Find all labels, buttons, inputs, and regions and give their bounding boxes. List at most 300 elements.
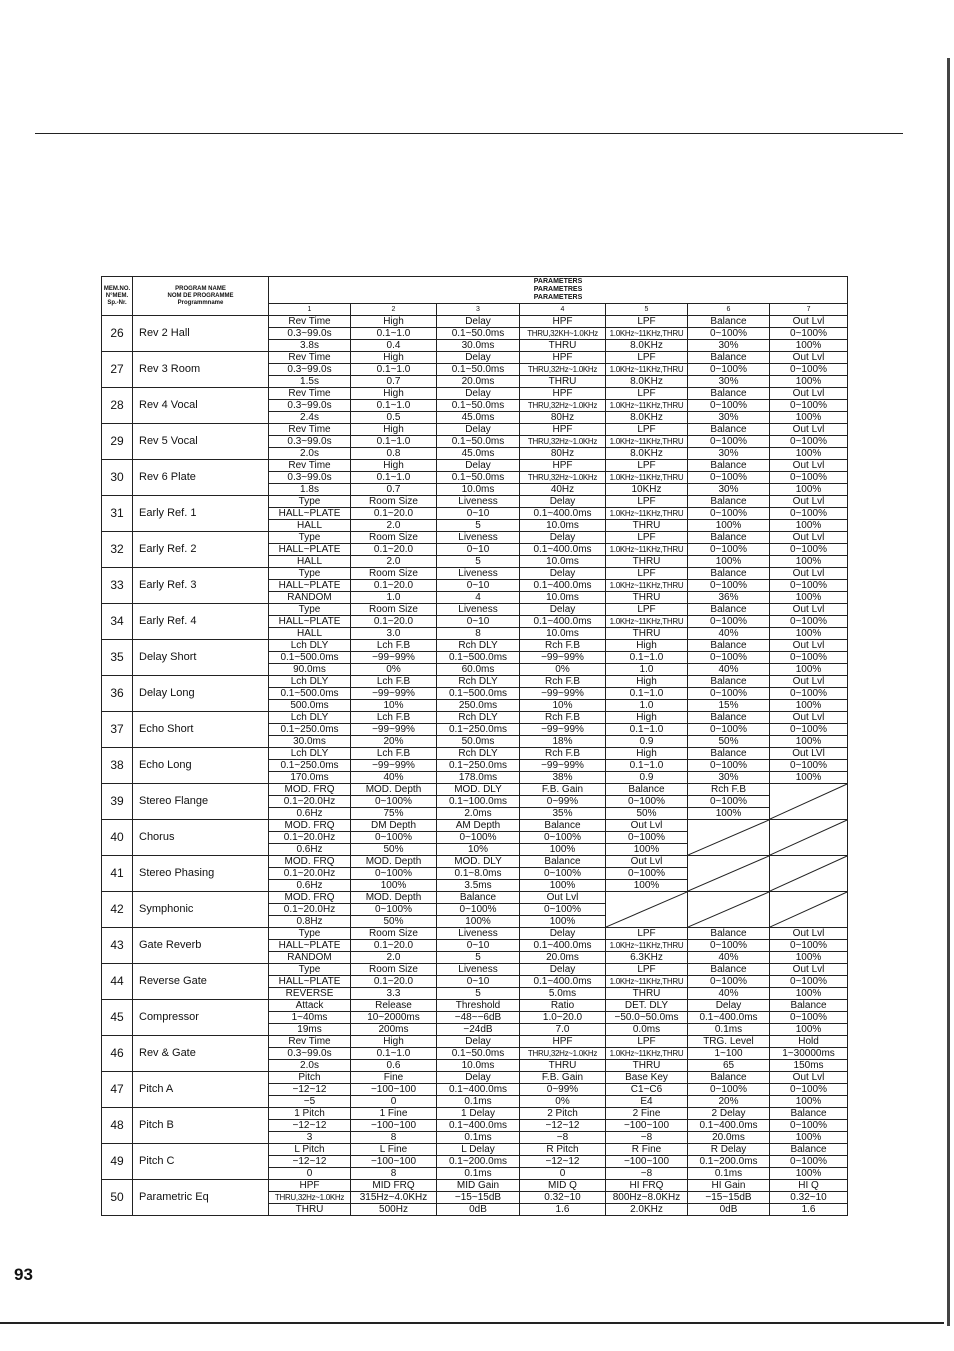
- parameter-cell: 100%: [770, 556, 848, 568]
- parameter-cell: HPF: [520, 388, 606, 400]
- parameter-cell: −48~−6dB: [437, 1012, 520, 1024]
- parameter-cell: 0.1~100.0ms: [437, 796, 520, 808]
- parameter-cell: HALL~PLATE: [269, 580, 351, 592]
- mem-number: 37: [102, 712, 133, 748]
- parameter-cell: MOD. DLY: [437, 856, 520, 868]
- parameter-cell: 20.0ms: [520, 952, 606, 964]
- table-row: [102, 640, 848, 652]
- unused-parameter-cell: [770, 784, 848, 820]
- parameter-cell: F.B. Gain: [520, 784, 606, 796]
- mem-number: 33: [102, 568, 133, 604]
- parameter-cell: −12~12: [269, 1120, 351, 1132]
- parameter-cell: −99~99%: [520, 688, 606, 700]
- parameter-cell: Delay: [437, 1072, 520, 1084]
- parameter-cell: RANDOM: [269, 592, 351, 604]
- parameter-cell: Lch F.B: [351, 640, 437, 652]
- mem-number: 47: [102, 1072, 133, 1108]
- parameter-cell: 8.0KHz: [606, 412, 688, 424]
- parameter-cell: 1.0KHz~11KHz,THRU: [606, 940, 688, 952]
- parameter-cell: LPF: [606, 568, 688, 580]
- parameter-cell: −100~100: [606, 1120, 688, 1132]
- unused-parameter-cell: [770, 892, 848, 928]
- parameter-cell: Out Lvl: [606, 856, 688, 868]
- program-name-header: [133, 277, 269, 316]
- parameter-cell: 2.0ms: [437, 808, 520, 820]
- parameter-cell: 0~100%: [351, 832, 437, 844]
- parameter-cell: L Fine: [351, 1144, 437, 1156]
- table-row: [102, 532, 848, 544]
- parameter-cell: 100%: [437, 916, 520, 928]
- parameter-cell: −99~99%: [351, 760, 437, 772]
- parameter-cell: 100%: [520, 916, 606, 928]
- parameter-cell: MOD. FRQ: [269, 892, 351, 904]
- parameter-cell: 100%: [606, 844, 688, 856]
- parameter-cell: 8.0KHz: [606, 448, 688, 460]
- parameter-cell: 30.0ms: [437, 340, 520, 352]
- parameter-cell: 0~100%: [520, 832, 606, 844]
- parameter-cell: HPF: [520, 316, 606, 328]
- parameter-cell: Type: [269, 532, 351, 544]
- parameter-cell: 1.0KHz~11KHz,THRU: [606, 580, 688, 592]
- parameter-cell: THRU: [520, 340, 606, 352]
- parameter-cell: 2.0: [351, 952, 437, 964]
- parameter-cell: 0~100%: [437, 904, 520, 916]
- parameter-cell: 3.0: [351, 628, 437, 640]
- parameter-cell: 0.1~400.0ms: [437, 1120, 520, 1132]
- parameter-cell: LPF: [606, 928, 688, 940]
- parameter-cell: 0.3~99.0s: [269, 328, 351, 340]
- parameter-cell: 2.0: [351, 556, 437, 568]
- mem-number: 42: [102, 892, 133, 928]
- parameter-cell: 0.1~200.0ms: [688, 1156, 770, 1168]
- parameter-cell: 0dB: [437, 1204, 520, 1216]
- parameter-cell: 0.1~400.0ms: [520, 544, 606, 556]
- parameter-cell: 0.8Hz: [269, 916, 351, 928]
- column-number: 5: [606, 304, 688, 316]
- program-name: Delay Long: [133, 676, 269, 712]
- parameter-cell: 2 Fine: [606, 1108, 688, 1120]
- program-name: Pitch B: [133, 1108, 269, 1144]
- unused-parameter-cell: [770, 856, 848, 892]
- parameter-cell: 0.1ms: [688, 1168, 770, 1180]
- parameter-cell: 20%: [688, 1096, 770, 1108]
- parameter-cell: THRU: [269, 1204, 351, 1216]
- parameter-cell: 0.1~400.0ms: [520, 616, 606, 628]
- parameter-cell: 100%: [770, 1132, 848, 1144]
- parameter-cell: Delay: [520, 964, 606, 976]
- parameter-cell: 1.0KHz~11KHz,THRU: [606, 616, 688, 628]
- table-row: [102, 964, 848, 976]
- parameter-cell: 0~100%: [688, 688, 770, 700]
- mem-number: 30: [102, 460, 133, 496]
- parameter-cell: 1.0: [606, 664, 688, 676]
- parameter-cell: Liveness: [437, 496, 520, 508]
- parameter-cell: Delay: [520, 604, 606, 616]
- parameter-cell: 0.1~1.0: [606, 760, 688, 772]
- parameter-cell: 0.1~20.0Hz: [269, 832, 351, 844]
- parameter-cell: R Delay: [688, 1144, 770, 1156]
- unused-parameter-cell: [688, 820, 770, 856]
- parameter-cell: 30.0ms: [269, 736, 351, 748]
- parameter-cell: Lch DLY: [269, 640, 351, 652]
- parameter-cell: 0.1~50.0ms: [437, 472, 520, 484]
- parameters-label-en: PARAMETERS: [533, 278, 583, 285]
- parameter-cell: 0~100%: [688, 400, 770, 412]
- table-row: [102, 1000, 848, 1012]
- parameter-cell: Rch F.B: [520, 640, 606, 652]
- parameter-cell: 100%: [770, 340, 848, 352]
- column-number: 4: [520, 304, 606, 316]
- parameter-cell: −12~12: [269, 1084, 351, 1096]
- parameter-cell: 45.0ms: [437, 448, 520, 460]
- diagonal-strike: [606, 892, 687, 927]
- parameter-cell: LPF: [606, 496, 688, 508]
- parameter-cell: 0%: [351, 664, 437, 676]
- parameter-cell: 0.1~1.0: [351, 436, 437, 448]
- parameter-cell: 50.0ms: [437, 736, 520, 748]
- parameter-cell: 100%: [688, 808, 770, 820]
- parameter-cell: 0.1~20.0Hz: [269, 868, 351, 880]
- parameter-cell: 0.6Hz: [269, 880, 351, 892]
- mem-number: 38: [102, 748, 133, 784]
- parameter-cell: MID FRQ: [351, 1180, 437, 1192]
- parameter-cell: 0~100%: [688, 1084, 770, 1096]
- parameter-cell: THRU,32Hz~1.0KHz: [520, 472, 606, 484]
- parameter-cell: 0~100%: [770, 940, 848, 952]
- parameter-cell: Balance: [688, 388, 770, 400]
- parameter-cell: 0.1~50.0ms: [437, 328, 520, 340]
- parameter-cell: 0~100%: [770, 400, 848, 412]
- parameter-cell: Delay: [437, 424, 520, 436]
- parameter-cell: High: [351, 460, 437, 472]
- parameter-cell: 0~100%: [770, 544, 848, 556]
- parameter-cell: THRU,32Hz~1.0KHz: [269, 1192, 351, 1204]
- parameter-cell: MID Q: [520, 1180, 606, 1192]
- parameter-cell: Balance: [688, 604, 770, 616]
- parameter-cell: Rev Time: [269, 352, 351, 364]
- parameter-cell: Out Lvl: [770, 676, 848, 688]
- parameter-cell: 100%: [770, 592, 848, 604]
- mem-number: 50: [102, 1180, 133, 1216]
- parameter-cell: Delay: [520, 568, 606, 580]
- parameter-cell: HALL: [269, 556, 351, 568]
- parameter-cell: 40%: [688, 988, 770, 1000]
- parameter-cell: THRU: [606, 988, 688, 1000]
- parameter-cell: 1.8s: [269, 484, 351, 496]
- parameter-cell: 0.1~20.0Hz: [269, 796, 351, 808]
- parameter-cell: Lch DLY: [269, 712, 351, 724]
- top-rule: [35, 133, 903, 134]
- parameter-cell: 0.1~20.0: [351, 508, 437, 520]
- parameter-cell: Pitch: [269, 1072, 351, 1084]
- parameter-cell: MOD. Depth: [351, 856, 437, 868]
- parameter-cell: Balance: [688, 748, 770, 760]
- parameter-cell: 100%: [606, 880, 688, 892]
- table-row: [102, 1072, 848, 1084]
- program-parameter-table: [101, 276, 848, 1216]
- parameter-cell: 0~100%: [688, 760, 770, 772]
- parameter-cell: Out Lvl: [770, 964, 848, 976]
- parameter-cell: 30%: [688, 448, 770, 460]
- mem-number: 48: [102, 1108, 133, 1144]
- parameter-cell: 0.1~20.0: [351, 580, 437, 592]
- mem-number: 32: [102, 532, 133, 568]
- parameter-cell: 10KHz: [606, 484, 688, 496]
- parameter-cell: 0~10: [437, 940, 520, 952]
- parameter-cell: Fine: [351, 1072, 437, 1084]
- parameter-cell: 1.0KHz~11KHz,THRU: [606, 364, 688, 376]
- parameter-cell: E4: [606, 1096, 688, 1108]
- program-name: Chorus: [133, 820, 269, 856]
- parameter-cell: R Fine: [606, 1144, 688, 1156]
- mem-number: 34: [102, 604, 133, 640]
- mem-number: 28: [102, 388, 133, 424]
- parameter-cell: 0~100%: [351, 904, 437, 916]
- parameter-cell: THRU,32Hz~1.0KHz: [520, 436, 606, 448]
- parameter-cell: 0.1ms: [688, 1024, 770, 1036]
- mem-number: 46: [102, 1036, 133, 1072]
- parameter-cell: 0.1ms: [437, 1132, 520, 1144]
- parameter-cell: 100%: [770, 664, 848, 676]
- parameter-cell: Out LVl: [770, 748, 848, 760]
- parameter-cell: −8: [606, 1132, 688, 1144]
- parameter-cell: 0~100%: [770, 760, 848, 772]
- parameter-cell: 50%: [351, 844, 437, 856]
- parameter-cell: 3: [269, 1132, 351, 1144]
- program-name: Early Ref. 3: [133, 568, 269, 604]
- parameter-cell: Balance: [770, 1000, 848, 1012]
- parameter-cell: Balance: [688, 964, 770, 976]
- mem-number: 40: [102, 820, 133, 856]
- parameter-cell: 40%: [351, 772, 437, 784]
- mem-number: 45: [102, 1000, 133, 1036]
- parameter-cell: 0~100%: [437, 832, 520, 844]
- parameter-cell: 0~100%: [688, 436, 770, 448]
- mem-number: 29: [102, 424, 133, 460]
- parameter-cell: 0.1~250.0ms: [269, 724, 351, 736]
- parameter-cell: 1.0KHz~11KHz,THRU: [606, 400, 688, 412]
- parameter-cell: 1.0KHz~11KHz,THRU: [606, 1048, 688, 1060]
- parameter-cell: Out Lvl: [770, 1072, 848, 1084]
- parameter-cell: 100%: [770, 1024, 848, 1036]
- parameter-cell: 40%: [688, 628, 770, 640]
- table-row: [102, 712, 848, 724]
- parameter-cell: 0dB: [688, 1204, 770, 1216]
- parameter-cell: 1~30000ms: [770, 1048, 848, 1060]
- program-name: Delay Short: [133, 640, 269, 676]
- parameter-cell: 0~99%: [520, 796, 606, 808]
- table-row: [102, 784, 848, 796]
- parameter-cell: 0.9: [606, 736, 688, 748]
- parameter-cell: Delay: [437, 388, 520, 400]
- parameter-cell: 0.1~1.0: [351, 328, 437, 340]
- parameter-cell: 0.1~400.0ms: [688, 1120, 770, 1132]
- parameter-cell: 1.6: [770, 1204, 848, 1216]
- parameter-cell: 8: [437, 628, 520, 640]
- parameter-cell: Liveness: [437, 964, 520, 976]
- parameter-cell: 0.1~20.0Hz: [269, 904, 351, 916]
- mem-no-header: [102, 277, 133, 316]
- parameter-cell: 20.0ms: [688, 1132, 770, 1144]
- parameter-cell: MOD. Depth: [351, 784, 437, 796]
- parameter-cell: HPF: [520, 424, 606, 436]
- parameter-cell: 0.1~1.0: [351, 1048, 437, 1060]
- parameter-cell: Out Lvl: [770, 424, 848, 436]
- unused-parameter-cell: [688, 856, 770, 892]
- parameter-cell: HPF: [269, 1180, 351, 1192]
- parameter-cell: 0.1~250.0ms: [437, 724, 520, 736]
- mem-number: 35: [102, 640, 133, 676]
- parameter-cell: DM Depth: [351, 820, 437, 832]
- parameter-cell: 5: [437, 520, 520, 532]
- parameter-cell: 0~100%: [770, 688, 848, 700]
- parameter-cell: 250.0ms: [437, 700, 520, 712]
- program-name: Gate Reverb: [133, 928, 269, 964]
- parameters-header: [269, 277, 848, 304]
- parameter-cell: 8: [351, 1168, 437, 1180]
- parameter-cell: 30%: [688, 484, 770, 496]
- parameter-cell: 30%: [688, 376, 770, 388]
- parameter-cell: 1.0~20.0: [520, 1012, 606, 1024]
- parameter-cell: HALL: [269, 628, 351, 640]
- parameter-cell: 170.0ms: [269, 772, 351, 784]
- parameter-cell: Rev Time: [269, 424, 351, 436]
- parameter-cell: C1~C6: [606, 1084, 688, 1096]
- parameter-cell: Out Lvl: [770, 928, 848, 940]
- parameter-cell: 0.1~400.0ms: [688, 1012, 770, 1024]
- mem-number: 31: [102, 496, 133, 532]
- parameter-cell: Out Lvl: [606, 820, 688, 832]
- program-name: Rev 6 Plate: [133, 460, 269, 496]
- parameter-cell: Balance: [606, 784, 688, 796]
- table-row: [102, 856, 848, 868]
- parameter-cell: −24dB: [437, 1024, 520, 1036]
- column-number: 1: [269, 304, 351, 316]
- table-row: [102, 388, 848, 400]
- parameter-cell: 1.0KHz~11KHz,THRU: [606, 436, 688, 448]
- program-name: Early Ref. 1: [133, 496, 269, 532]
- parameter-cell: 1.0KHz~11KHz,THRU: [606, 328, 688, 340]
- parameter-cell: Balance: [688, 928, 770, 940]
- parameter-cell: Balance: [520, 820, 606, 832]
- parameter-cell: Balance: [688, 532, 770, 544]
- program-name: Compressor: [133, 1000, 269, 1036]
- program-name: Rev 5 Vocal: [133, 424, 269, 460]
- unused-parameter-cell: [770, 820, 848, 856]
- table-row: [102, 676, 848, 688]
- parameter-cell: Out Lvl: [770, 460, 848, 472]
- parameter-cell: 0.3~99.0s: [269, 1048, 351, 1060]
- parameter-cell: Rch F.B: [520, 676, 606, 688]
- parameter-cell: 0.1~400.0ms: [520, 580, 606, 592]
- parameter-cell: 8.0KHz: [606, 340, 688, 352]
- parameter-cell: 100%: [770, 484, 848, 496]
- parameter-cell: Balance: [688, 676, 770, 688]
- parameter-cell: −50.0~50.0ms: [606, 1012, 688, 1024]
- parameter-cell: Out Lvl: [770, 640, 848, 652]
- parameter-cell: Type: [269, 496, 351, 508]
- table-row: [102, 424, 848, 436]
- parameter-cell: 0.1~1.0: [606, 652, 688, 664]
- parameter-cell: MOD. FRQ: [269, 820, 351, 832]
- parameter-cell: 0~100%: [351, 796, 437, 808]
- parameter-cell: 0.1~500.0ms: [269, 688, 351, 700]
- diagonal-strike: [770, 784, 847, 819]
- parameter-cell: 0.1~1.0: [351, 400, 437, 412]
- column-number: 6: [688, 304, 770, 316]
- parameter-cell: 0.1~400.0ms: [520, 976, 606, 988]
- parameter-cell: Out Lvl: [770, 568, 848, 580]
- parameter-cell: 10.0ms: [520, 556, 606, 568]
- program-name: Rev & Gate: [133, 1036, 269, 1072]
- parameter-cell: 0~99%: [520, 1084, 606, 1096]
- parameter-cell: High: [351, 388, 437, 400]
- parameter-cell: 0.1ms: [437, 1168, 520, 1180]
- table-row: [102, 820, 848, 832]
- parameter-cell: 0~100%: [770, 328, 848, 340]
- parameter-cell: 1 Fine: [351, 1108, 437, 1120]
- parameter-cell: 10.0ms: [520, 628, 606, 640]
- parameter-cell: 0~100%: [606, 868, 688, 880]
- parameter-cell: Lch F.B: [351, 748, 437, 760]
- program-name: Rev 2 Hall: [133, 316, 269, 352]
- parameter-cell: Rch DLY: [437, 748, 520, 760]
- parameter-cell: Rch DLY: [437, 712, 520, 724]
- parameter-cell: 0.32~10: [520, 1192, 606, 1204]
- parameter-cell: THRU: [606, 592, 688, 604]
- parameter-cell: Balance: [437, 892, 520, 904]
- parameter-cell: THRU,32Hz~1.0KHz: [520, 364, 606, 376]
- program-name: Echo Long: [133, 748, 269, 784]
- parameter-cell: 0~10: [437, 580, 520, 592]
- parameter-cell: 0.1ms: [437, 1096, 520, 1108]
- parameter-cell: Lch DLY: [269, 748, 351, 760]
- parameter-cell: 0%: [520, 1096, 606, 1108]
- parameter-cell: Rev Time: [269, 1036, 351, 1048]
- parameter-cell: 0~100%: [688, 796, 770, 808]
- parameter-cell: HALL~PLATE: [269, 544, 351, 556]
- mem-no-label-fr: N°MEM.: [105, 292, 129, 299]
- page-edge: [947, 58, 950, 1326]
- parameter-cell: 0.1~50.0ms: [437, 400, 520, 412]
- parameter-cell: 100%: [770, 412, 848, 424]
- table-row: [102, 1036, 848, 1048]
- parameter-cell: THRU: [520, 376, 606, 388]
- parameter-cell: 0.1~400.0ms: [520, 940, 606, 952]
- parameter-cell: 75%: [351, 808, 437, 820]
- parameter-cell: 0~100%: [688, 724, 770, 736]
- parameter-cell: 1.6: [520, 1204, 606, 1216]
- parameter-cell: L Delay: [437, 1144, 520, 1156]
- parameter-cell: 0~100%: [770, 724, 848, 736]
- column-number: 7: [770, 304, 848, 316]
- parameter-cell: 65: [688, 1060, 770, 1072]
- mem-number: 41: [102, 856, 133, 892]
- parameter-cell: 0.1~500.0ms: [269, 652, 351, 664]
- program-name: Reverse Gate: [133, 964, 269, 1000]
- parameter-cell: 100%: [770, 520, 848, 532]
- parameter-cell: −8: [520, 1132, 606, 1144]
- parameter-cell: 100%: [688, 556, 770, 568]
- parameter-cell: 0.5: [351, 412, 437, 424]
- parameter-cell: 0.8: [351, 448, 437, 460]
- parameter-cell: −12~12: [269, 1156, 351, 1168]
- parameter-cell: LPF: [606, 532, 688, 544]
- parameter-cell: MOD. Depth: [351, 892, 437, 904]
- parameter-cell: HALL: [269, 520, 351, 532]
- parameter-cell: 0~100%: [770, 1156, 848, 1168]
- parameter-cell: −12~12: [520, 1120, 606, 1132]
